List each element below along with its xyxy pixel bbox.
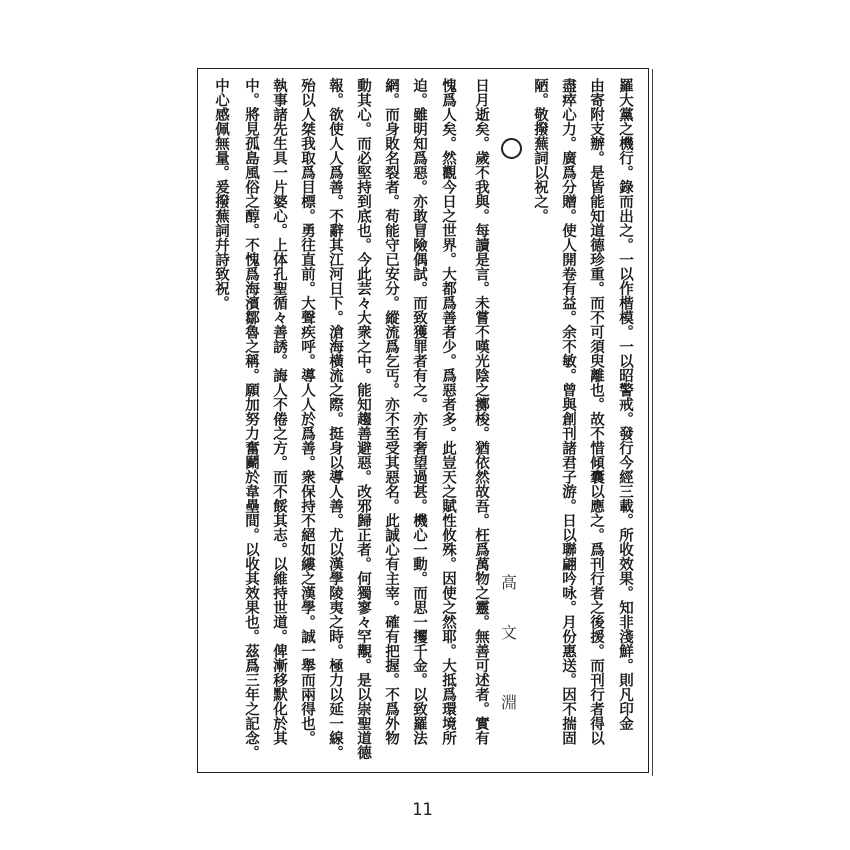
text-column: 羅大黨之機行。錄而出之。一以作楷模。一以昭警戒。發行今經三載。所收效果。知非淺鮮。則凡印金 xyxy=(617,78,634,731)
text-column: 由寄附支辦。是皆能知道德珍重。而不可須臾離也。故不惜傾囊以應之。爲刊行者之後援。而刊行者得以 xyxy=(588,78,605,745)
text-column: 網。而身敗名裂者。苟能守已安分。縱流爲乞丐。亦不至受其惡名。此誠心有主宰。確有把握。不爲外物 xyxy=(383,78,400,745)
text-column: 中心感佩無量。爰撥蕪詞幷詩致祝。 xyxy=(213,78,230,310)
text-column: 執事諸先生具一片婆心。上体孔聖循々善誘。誨人不倦之方。而不餒其志。以維持世道。俾漸移默化於其 xyxy=(271,78,288,745)
text-column: 報。欲使人人爲善。不辭其江河日下。滄海橫流之際。挺身以導人善。尤以漢學陵夷之時。極力以延一線。 xyxy=(327,78,344,760)
text-column: 殆以人桀我取爲目標。勇往直前。大聲疾呼。導人人於爲善。衆保持不絕如縷之漢學。誠一舉而兩得也。 xyxy=(299,78,316,745)
page-number: 11 xyxy=(412,800,433,820)
text-column: 中。將見孤島風俗之醇。不愧爲海濱鄒魯之稱。願加努力奮鬬於韋壘間。以收其效果也。茲爲三年之記念。 xyxy=(243,78,260,760)
text-column: 迫。雖明知爲惡。亦敢冒險偶試。而致獲罪者有之。亦有奢望過甚。機心一動。而思一攫千金。以致羅法 xyxy=(411,78,428,745)
author-name-char: 高 xyxy=(501,573,518,592)
author-name-char: 淵 xyxy=(501,693,518,712)
text-column: 日月逝矣。歲不我與。每讀是言。未嘗不嘆光陰之擲梭。猶依然故吾。枉爲萬物之靈。無善可述者。實有 xyxy=(473,78,490,745)
text-column: 陋。敬撥蕪詞以祝之。 xyxy=(532,78,549,223)
text-column: 盡瘁心力。廣爲分贈。使人開卷有益。余不敏。曾與創刊諸君子游。日以聯翩吟咏。月份惠送。因不揣固 xyxy=(560,78,577,745)
text-column: 動其心。而必堅持到底也。今此芸々大衆之中。能知趨善避惡。改邪歸正者。何獨寥々罕覯。是以崇聖道德 xyxy=(355,78,372,760)
section-marker-circle xyxy=(501,138,522,159)
text-column: 愧爲人矣。然觀今日之世界。大都爲善者少。爲惡者多。此豈天之賦性攸殊。因使之然耶。大抵爲環境所 xyxy=(440,78,457,745)
author-name-char: 文 xyxy=(501,623,518,642)
